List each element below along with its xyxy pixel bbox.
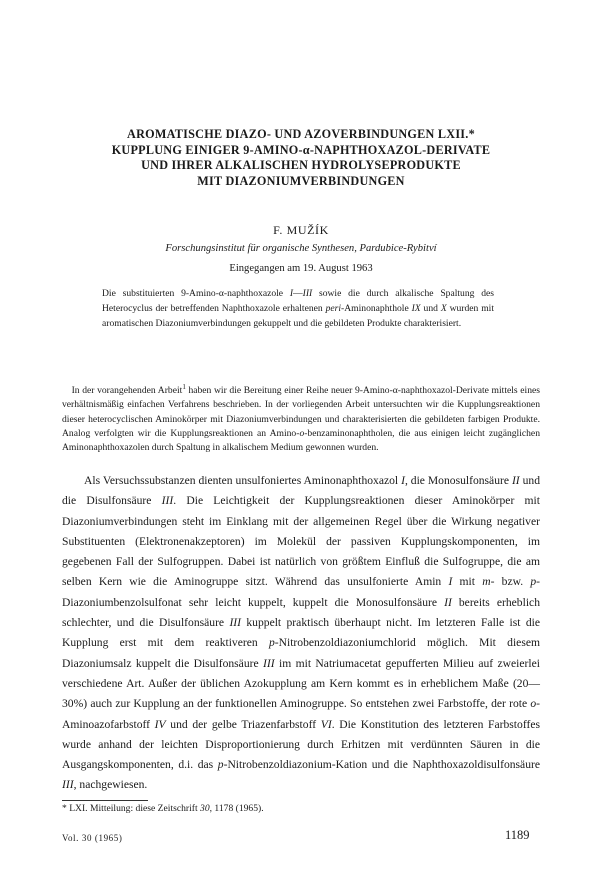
institute: Forschungsinstitut für organische Synthesen, Pardubice-Rybitví (165, 243, 437, 254)
received-date: Eingegangen am 19. August 1963 (229, 263, 373, 274)
author: F. MUŽÍK (273, 223, 329, 237)
title-line-4: MIT DIAZONIUMVERBINDUNGEN (197, 173, 405, 188)
abstract: Die substituierten 9-Amino-α-naphthoxazole I—III sowie die durch alkalische Spaltung des Heterocyclus der betreffenden Naphthoxazole erhaltenen peri-Aminonaphthole IX und X wurden mit aromatischen Diazoniumverbindungen gekuppelt und die gebildeten Produkte charakterisiert. (102, 288, 495, 330)
journal-volume: Vol. 30 (1965) (62, 833, 123, 843)
footnote-reference[interactable]: 1 (182, 383, 186, 391)
page-number: 1189 (505, 828, 530, 842)
body-paragraph: Als Versuchssubstanzen dienten unsulfoniertes Aminonaphthoxazol I, die Monosulfonsäure II und die Disulfonsäure III. Die Leichtigkeit der Kupplungsreaktionen dieser Aminokörper mit Diazoniumverbindungen steht im Einklang mit der allgemeinen Regel über die Wirkung negativer Substituenten (Elektronenakzeptoren) im Molekül der passiven Kupplungskomponenten, im gegebenen Fall der Sulfogruppen. Dabei ist natürlich von größtem Einfluß die Sulfogruppe, die am selben Kern wie die Aminogruppe sitzt. Während das unsulfonierte Amin I mit m- bzw. p-Diazoniumbenzolsulfonat sehr leicht kuppelt, kuppelt die Monosulfonsäure II bereits erheblich schlechter, und die Disulfonsäure III kuppelt praktisch überhaupt nicht. Im letzteren Falle ist die Kupplung erst mit dem reaktiveren p-Nitrobenzoldiazoniumchlorid möglich. Mit diesem Diazoniumsalz kuppelt die Disulfonsäure III im mit Natriumacetat gepufferten Milieu auf zweierlei verschiedene Art. Außer der üblichen Azokupplung am Kern kommt es in erheblichem Maße (20—30%) auch zur Kupplung an der funktionellen Aminogruppe. So entstehen zwei Farbstoffe, der rote o-Aminoazofarbstoff IV und der gelbe Triazenfarbstoff VI. Die Konstitution des letzteren Farbstoffes wurde anhand der leichten Disproportionierung durch Erhitzen mit verdünnten Säuren in die Ausgangskomponenten, d.i. das p-Nitrobenzoldiazonium-Kation und die Naphthoxazoldisulfonsäure III, nachgewiesen. (62, 474, 540, 792)
title-line-2: KUPPLUNG EINIGER 9-AMINO-α-NAPHTHOXAZOL-DERIVATE (111, 142, 491, 157)
title-line-1: AROMATISCHE DIAZO- UND AZOVERBINDUNGEN LXII.* (127, 127, 475, 141)
title-line-3: UND IHRER ALKALISCHEN HYDROLYSEPRODUKTE (141, 158, 461, 173)
body-text (62, 471, 540, 796)
article-title (62, 127, 540, 189)
footnote-divider (62, 800, 148, 801)
footnote: * LXI. Mitteilung: diese Zeitschrift 30, 1178 (1965). (62, 803, 264, 814)
introduction-paragraph: In der vorangehenden Arbeit$^1$ haben wir die Bereitung einer Reihe neuer 9-Amino-α-naphthoxazol-Derivate mittels eines verhältnismäßig einfachen Verfahrens beschrieben. In der vorliegenden Arbeit untersuchten wir die Kupplungsreaktionen dieser heterocyclischen Aminokörper mit Diazoniumverbindungen und charakterisierten die gebildeten farbigen Produkte. Analog verfolgten wir die Kupplungsreaktionen an Amino-o-benzaminonaphtholen, die aus einigen leicht zugänglichen Aminonaphthoxazolen durch Spaltung in alkalischem Medium gewonnen wurden. (62, 383, 540, 453)
